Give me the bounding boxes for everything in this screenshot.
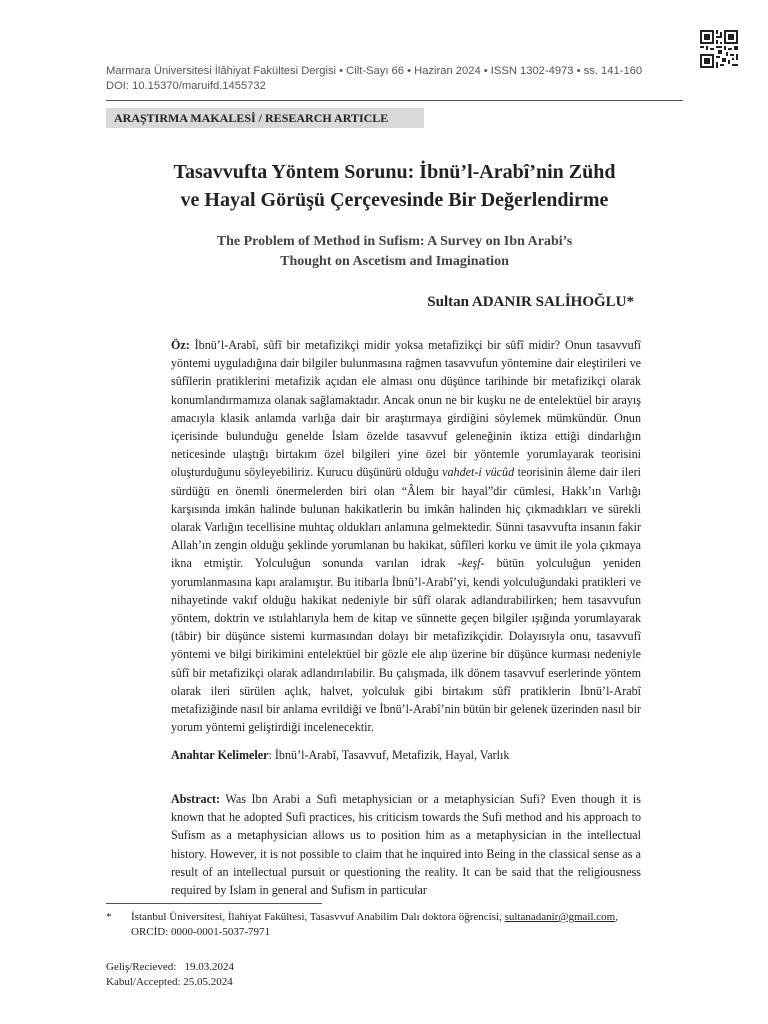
journal-header bbox=[106, 64, 696, 94]
footnote-email-link[interactable]: sultanadanir@gmail.com bbox=[504, 911, 616, 923]
article-title bbox=[106, 158, 683, 214]
oz-text-c: - bütün yolculuğun yeniden yorumlanmasına kapı aralamıştır. Bu itibarla İbnü’l-Arabî’yi, kendi yolculuğundaki pratikleri ve nihayetinde vakıf olduğu hakikat nedeniyle bir sûfî olarak adlandırabilirken; hem tasavvufun yöntem, doktrin ve ıstılahlarıyla hem de kitap ve sünnette geçen bilgiler ışığında yorumlayarak (tâbir) bir düşünce sistemi kurmasından dolayı bir metafizikçidir. Dolayısıyla onu, tasavvufî yöntemi ve bilgi birikimini entelektüel bir gözle ele alıp üzerine bir düşünce kurması nedeniyle sûfî bir metafizikçi olarak adlandırılabilir. Bu çalışmada, ilk dönem tasavvuf eserlerinde yöntem olarak ileri sürülen açlık, halvet, yolculuk gibi birtakım sûfî pratiklerin İbnü’l-Arabî metafiziğinde nasıl bir anlama evrildiği ve İbnü’l-Arabî’nin bütün bir gelenek üzerinden nasıl bir yorum yöntemi geliştirdiği incelenecektir. bbox=[171, 556, 641, 735]
subtitle-line-1: The Problem of Method in Sufism: A Survey on Ibn Arabi’s bbox=[216, 234, 573, 249]
footnote-comma: , bbox=[615, 911, 618, 923]
article-subtitle bbox=[106, 232, 683, 272]
footnote bbox=[106, 910, 676, 940]
oz-text-b: teorisinin âleme dair ileri sürdüğü en önemli önermelerden biri olan “Âlem bir hayal”dir cümlesi, Hakk’ın Varlığı karşısında imkân halinde bulunan hakikatlerin bu imkân halinden hiç çıkmadıkları ve sürekli olarak Varlığın tecellisine muhtaç oldukları anlamına gelmektedir. Sünni tasavvufta insanın fakir Allah’ın zengin olduğu şeklinde yorumlanan bu hakikat, sûfîleri korku ve ümit ile yola çıkmaya ikna etmiştir. Yolculuğun sonunda varılan idrak - bbox=[171, 465, 641, 571]
footnote-affiliation: İstanbul Üniversitesi, İlahiyat Fakültesi, Tasasvvuf Anabilim Dalı doktora öğrencisi, bbox=[131, 911, 505, 923]
journal-citation: Marmara Üniversitesi İlâhiyat Fakültesi Dergisi • Cilt-Sayı 66 • Haziran 2024 • ISSN 1302-4973 • ss. 141-160 bbox=[106, 65, 643, 77]
footnote-mark: * bbox=[106, 911, 112, 923]
abstract-text: Was Ibn Arabi a Sufi metaphysician or a metaphysician Sufi? Even though it is known that he adopted Sufi practices, his criticism towards the Sufi method and his approach to Sufism as a metaphysician allows us to position him as a metaphysician in the intellectual history. However, it is not possible to claim that he inquired into Being in the classical sense as a result of an intellectual pursuit or questioning the reality. It can be said that the religiousness required by Islam in general and Sufism in particular bbox=[171, 792, 641, 898]
received-date: Geliş/Recieved: 19.03.2024 bbox=[106, 961, 235, 973]
keywords-label: Anahtar Kelimeler bbox=[171, 748, 269, 762]
qr-code bbox=[700, 30, 738, 68]
subtitle-line-2: Thought on Ascetism and Imagination bbox=[280, 254, 509, 269]
title-line-1: Tasavvufta Yöntem Sorunu: İbnü’l-Arabî’nin Zühd bbox=[173, 161, 616, 183]
keywords bbox=[171, 746, 641, 764]
article-type-label: ARAŞTIRMA MAKALESİ / RESEARCH ARTICLE bbox=[106, 108, 424, 128]
journal-doi: DOI: 10.15370/maruifd.1455732 bbox=[106, 80, 266, 92]
keywords-text: : İbnü’l-Arabî, Tasavvuf, Metafizik, Hayal, Varlık bbox=[268, 748, 510, 762]
accepted-date: Kabul/Accepted: 25.05.2024 bbox=[106, 976, 233, 988]
english-abstract bbox=[171, 790, 641, 898]
submission-dates bbox=[106, 960, 406, 990]
footnote-text-block bbox=[131, 910, 676, 940]
author-name: Sultan ADANIR SALİHOĞLU* bbox=[427, 294, 634, 310]
turkish-abstract bbox=[171, 336, 641, 736]
footnote-divider bbox=[106, 903, 322, 904]
oz-italic-term-1: vahdet-i vücûd bbox=[442, 465, 515, 480]
oz-text-a: İbnü’l-Arabî, sûfî bir metafizikçi midir yoksa metafizikçi bir sûfî midir? Onun tasavvufî yöntemi uyguladığına dair bilgiler bulunmasına rağmen tasavvufun yöntemine dair eleştirileri ve sûfîlerin pratiklerini metafizik açıdan ele alması onu düşünce tarihinde bir metafizikçi olarak konumlandırmamıza olanak sağlamaktadır. Ancak onun ne bir kuşku ne de entelektüel bir arayış amacıyla klasik anlamda varlığa dair bir araştırmaya girdiğini söylemek mümkündür. Onun içerisinde bulunduğu genelde İslam özelde tasavvuf geleneğinin iktiza ettiği dindarlığın neticesinde ulaştığı birtakım özel bilgileri yine özel bir yöntemle yorumlayarak teorisini oluşturduğunu söyleyebiliriz. Kurucu düşünürü olduğu bbox=[171, 338, 641, 480]
header-divider bbox=[106, 100, 683, 101]
oz-label: Öz: bbox=[171, 338, 190, 352]
oz-italic-term-2: keşf bbox=[461, 556, 481, 571]
title-line-2: ve Hayal Görüşü Çerçevesinde Bir Değerlendirme bbox=[180, 189, 609, 211]
abstract-label: Abstract: bbox=[171, 792, 221, 806]
footnote-orcid: ORCİD: 0000-0001-5037-7971 bbox=[131, 926, 271, 938]
